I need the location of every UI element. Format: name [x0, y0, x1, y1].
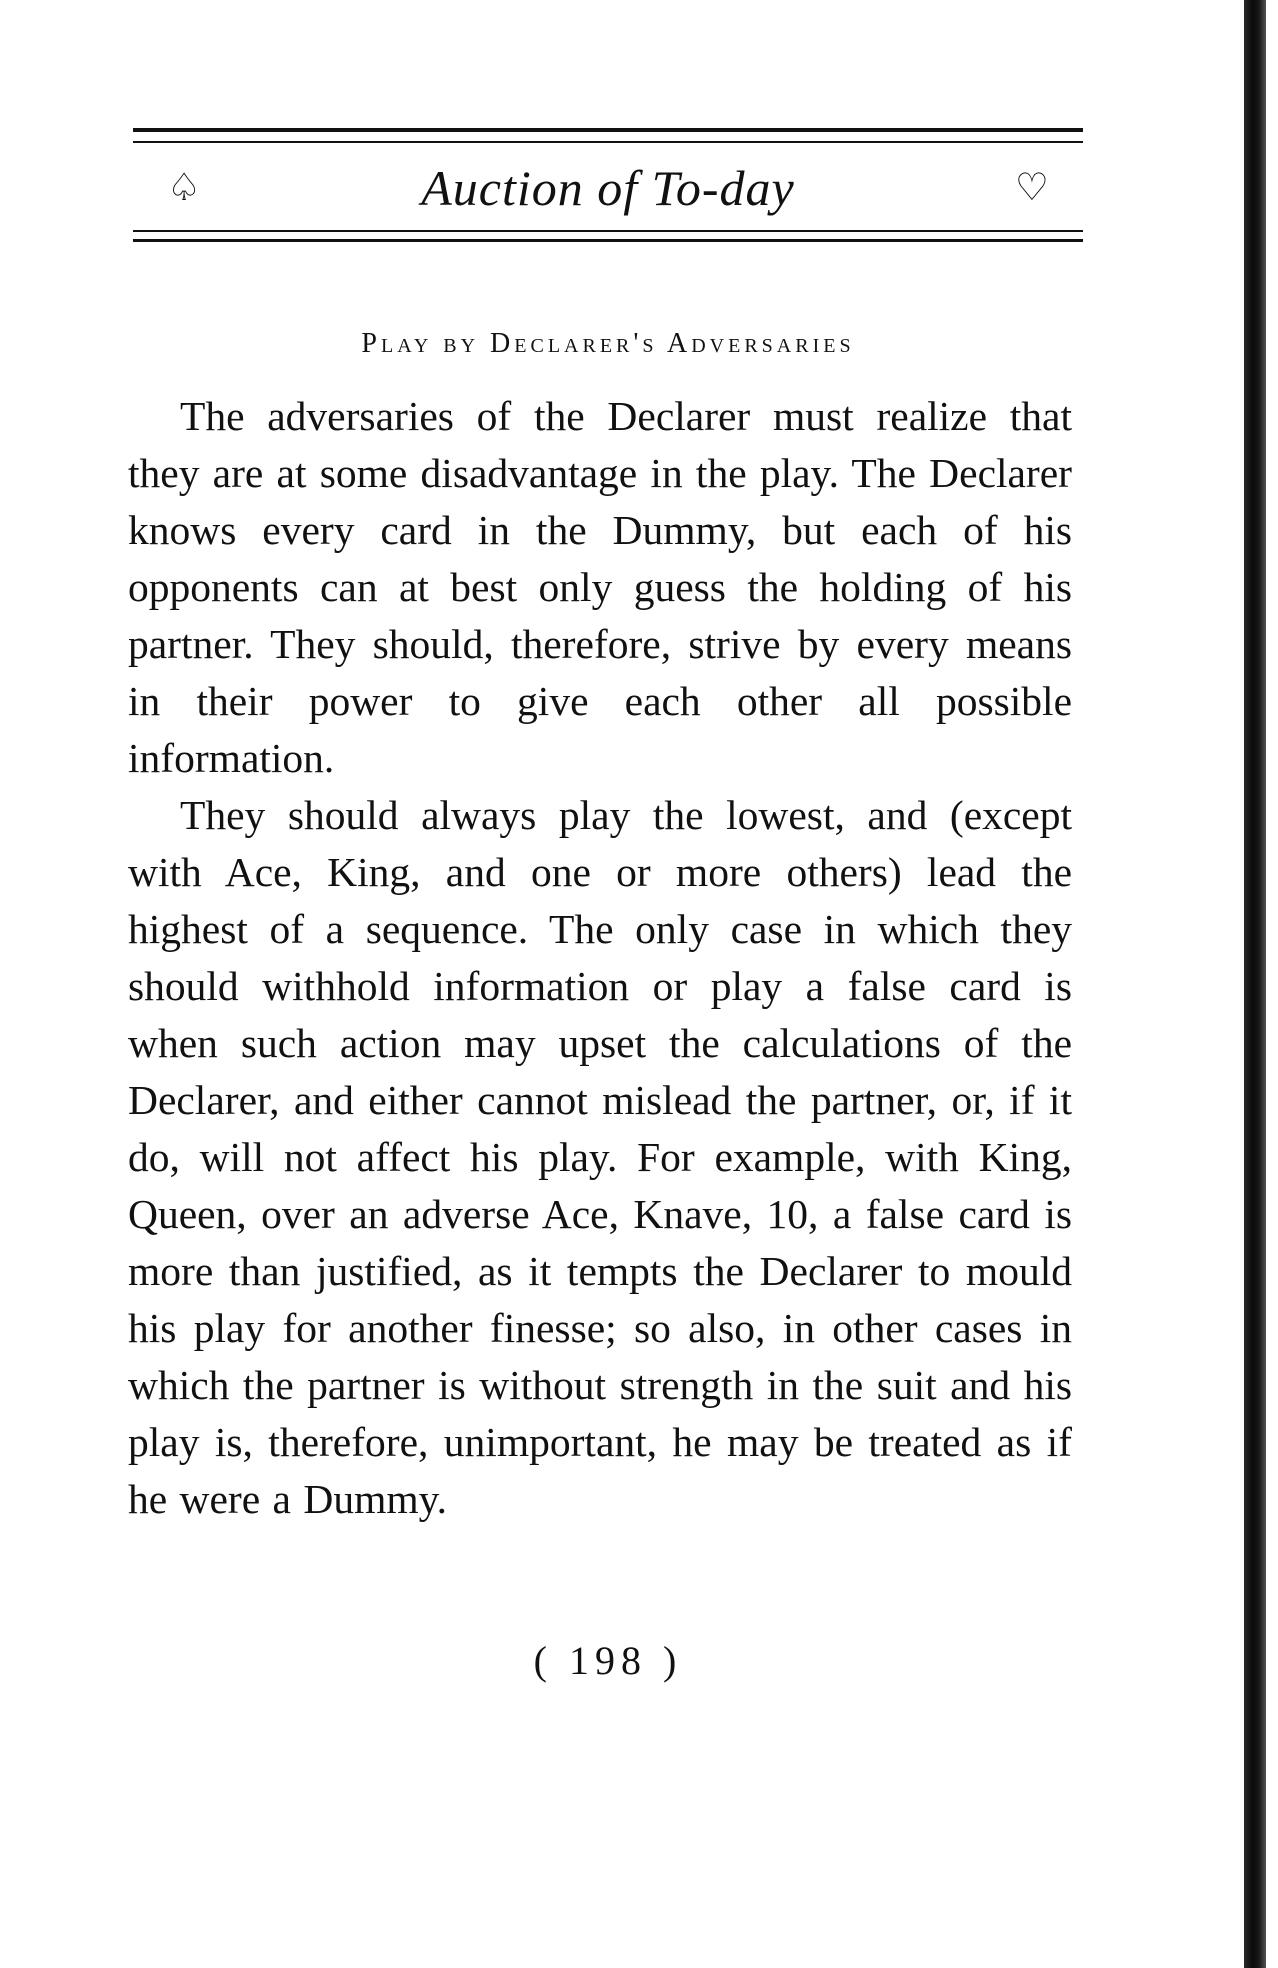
spade-icon: ♤: [167, 167, 202, 209]
header-rule-top-thick: [133, 128, 1083, 132]
paragraph-2: They should always play the lowest, and (except with Ace, King, and one or more others) lead the highest of a sequence. The only case in which they should withhold information or play a false card is when such action may upset the calculations of the Declarer, and either cannot mislead the partner, or, if it do, will not affect his play. For example, with King, Queen, over an adverse Ace, Knave, 10, a false card is more than justified, as it tempts the Declarer to mould his play for another finesse; so also, in other cases in which the partner is without strength in the suit and his play is, therefore, unimportant, he may be treated as if he were a Dummy.: [128, 792, 1072, 1522]
paragraph-1: The adversaries of the Declarer must realize that they are at some disadvantage in the play. The Declarer knows every card in the Dummy, but each of his opponents can at best only guess the holding of his partner. They should, therefore, strive by every means in their power to give each other all possible information.: [128, 393, 1072, 781]
heart-icon: ♡: [1014, 167, 1049, 209]
running-header: [133, 160, 1083, 224]
page-edge-shadow: [1244, 0, 1266, 1968]
header-rule-top-thin: [133, 141, 1083, 143]
page-number: ( 198 ): [533, 1638, 683, 1683]
section-heading: Play by Declarer's Adversaries: [361, 328, 855, 359]
header-rule-bottom-thick: [133, 239, 1083, 242]
header-rule-bottom-thin: [133, 230, 1083, 232]
body-text: [128, 388, 1072, 1528]
running-title: Auction of To-day: [421, 160, 795, 216]
